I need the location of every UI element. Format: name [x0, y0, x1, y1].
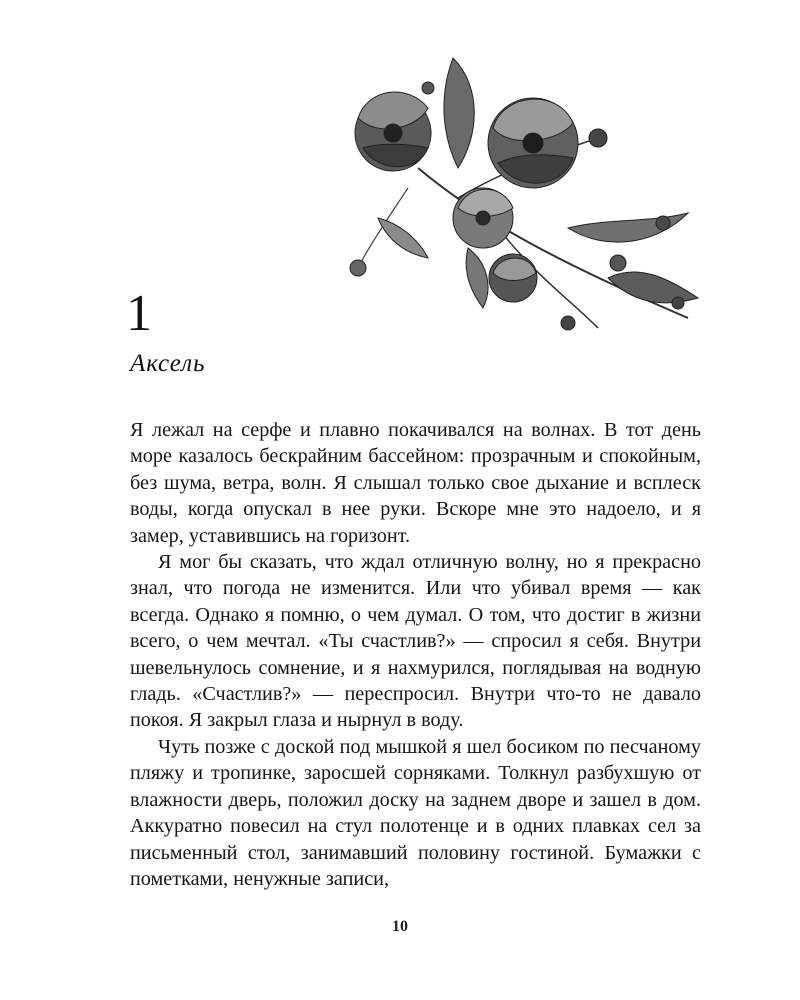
chapter-title: Аксель — [130, 350, 206, 377]
page-number: 10 — [392, 918, 408, 935]
paragraph: Я лежал на серфе и плавно покачивался на волнах. В тот день море казалось бескрайним бассейном: прозрачным и спокойным, без шума, ветра, волн. Я слышал только свое дыхание и всплеск воды, когда опускал в нее руки. Вскоре мне это надоело, и я замер, уставившись на горизонт. — [130, 419, 701, 547]
paragraph: Чуть позже с доской под мышкой я шел босиком по песчаному пляжу и тропинке, заросшей сорняками. Толкнул разбухшую от влажности дверь, положил доску на заднем дворе и зашел в дом. Аккуратно повесил на стул полотенце и в одних плавках сел за письменный стол, занимавший половину гостиной. Бумажки с пометками, ненужные записи, — [130, 735, 701, 890]
paragraph: Я мог бы сказать, что ждал отличную волну, но я прекрасно знал, что погода не изменится. Или что убивал время — как всегда. Однако я помню, о чем думал. О том, что достиг в жизни всего, о чем мечтал. «Ты счастлив?» — спросил я себя. Внутри шевельнулось сомнение, и я нахмурился, поглядывая на водную гладь. «Счастлив?» — переспросил. Внутри что-то не давало покоя. Я закрыл глаза и нырнул в воду. — [130, 551, 701, 732]
chapter-body — [130, 417, 701, 892]
chapter-number: 1 — [126, 285, 152, 342]
flower-bouquet-illustration — [268, 48, 708, 338]
